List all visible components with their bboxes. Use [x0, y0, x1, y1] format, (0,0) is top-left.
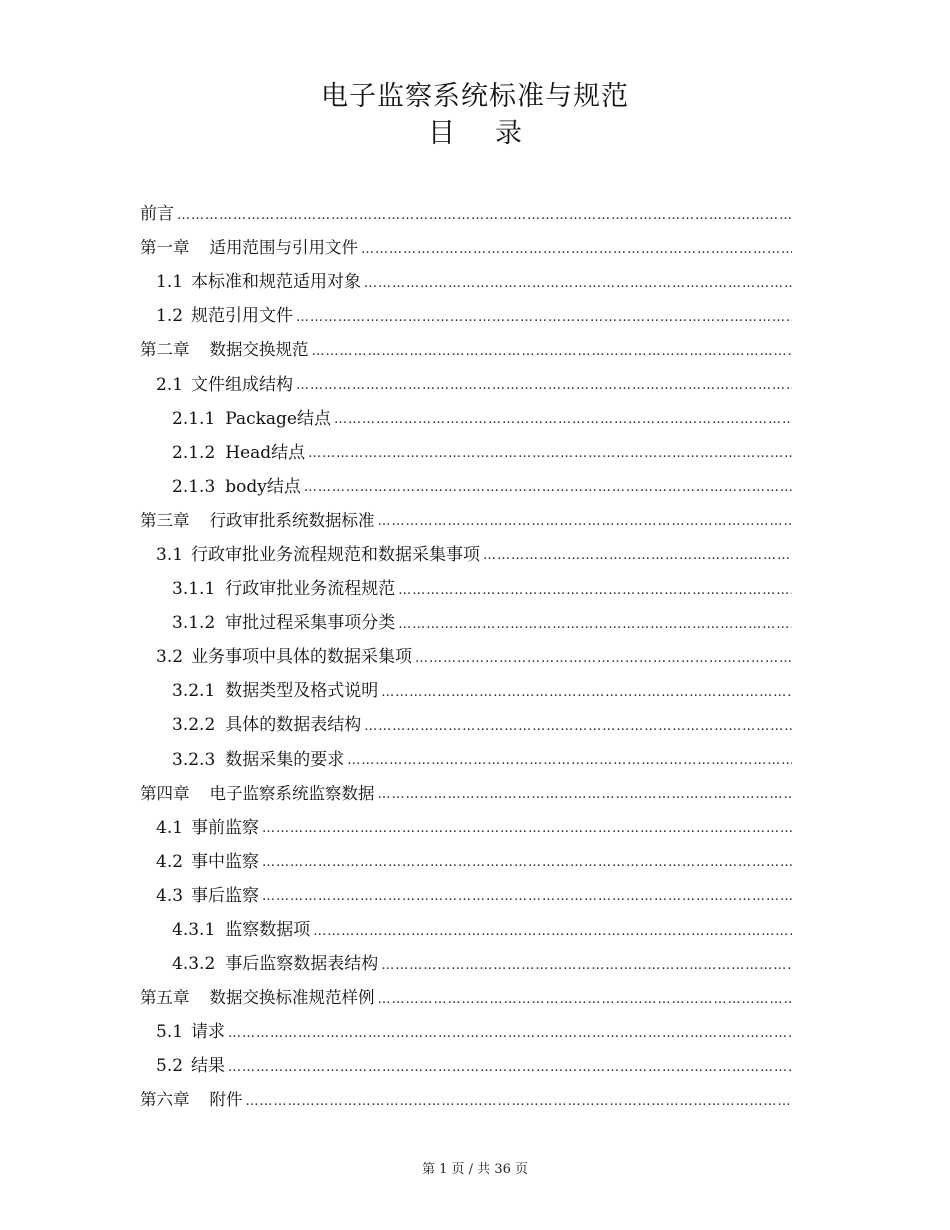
toc-entry[interactable]	[140, 333, 792, 367]
toc-dot-leader	[378, 514, 793, 529]
toc-entry[interactable]	[140, 947, 792, 981]
toc-entry[interactable]	[140, 640, 792, 674]
toc-entry-number: 3.2.2	[172, 715, 216, 736]
toc-dot-leader	[246, 1094, 793, 1109]
toc-entry-number: 4.3.1	[172, 920, 216, 941]
toc-entry-text: 数据类型及格式说明	[225, 681, 379, 702]
toc-entry-title	[140, 988, 375, 1008]
toc-entry-title	[156, 545, 480, 565]
toc-dot-leader	[398, 583, 792, 598]
toc-entry-title	[156, 1022, 225, 1042]
toc-entry-number: 第二章	[140, 340, 190, 360]
toc-entry[interactable]	[140, 879, 792, 913]
toc-entry-number: 3.1.1	[172, 579, 216, 600]
toc-entry-text: 本标准和规范适用对象	[191, 272, 362, 293]
toc-entry-number: 3.2.1	[172, 681, 216, 702]
toc-entry-text: 适用范围与引用文件	[209, 238, 358, 258]
toc-entry-text: Package结点	[225, 408, 331, 429]
toc-entry[interactable]	[140, 470, 792, 504]
toc-entry-title	[172, 409, 331, 429]
toc-entry-number: 第六章	[140, 1090, 190, 1110]
toc-dot-leader	[313, 924, 792, 939]
toc-entry-number: 3.2	[156, 647, 184, 668]
toc-dot-leader	[262, 855, 792, 870]
toc-entry[interactable]	[140, 436, 792, 470]
page-footer: 第 1 页 / 共 36 页	[422, 1162, 528, 1177]
toc-entry-text: 行政审批业务流程规范	[225, 579, 396, 600]
toc-entry-text: 电子监察系统监察数据	[209, 783, 375, 803]
toc-dot-leader	[364, 719, 792, 734]
toc-entry-title	[156, 375, 293, 395]
toc-entry-number: 5.2	[156, 1056, 184, 1077]
toc-dot-leader	[177, 208, 792, 223]
toc-dot-leader	[296, 378, 792, 393]
toc-entry-title	[140, 238, 358, 258]
toc-dot-leader	[378, 992, 793, 1007]
toc-entry[interactable]	[140, 231, 792, 265]
toc-entry-number: 2.1.1	[172, 408, 216, 429]
toc-entry-title	[156, 886, 259, 906]
toc-entry-text: 业务事项中具体的数据采集项	[191, 647, 413, 668]
toc-dot-leader	[378, 787, 793, 802]
toc-dot-leader	[381, 958, 792, 973]
toc-dot-leader	[364, 276, 792, 291]
toc-entry-title	[172, 579, 395, 599]
toc-entry-text: 事后监察数据表结构	[225, 954, 379, 975]
toc-dot-leader	[304, 480, 792, 495]
toc-entry[interactable]	[140, 913, 792, 947]
toc-entry-text: 数据采集的要求	[225, 749, 345, 770]
toc-entry-text: 请求	[191, 1022, 226, 1043]
toc-entry-text: body结点	[225, 476, 301, 497]
toc-entry[interactable]	[140, 1083, 792, 1117]
toc-dot-leader	[381, 685, 792, 700]
toc-entry-text: 审批过程采集事项分类	[225, 613, 396, 634]
toc-dot-leader	[308, 446, 792, 461]
toc-entry[interactable]	[140, 606, 792, 640]
toc-entry[interactable]	[140, 845, 792, 879]
toc-entry-title	[156, 272, 361, 292]
toc-entry-number: 第三章	[140, 510, 190, 530]
toc-dot-leader	[334, 412, 792, 427]
toc-entry-title	[172, 750, 344, 770]
toc-entry-text: 事后监察	[191, 885, 260, 906]
toc-entry-title	[172, 681, 378, 701]
toc-entry-title	[156, 306, 293, 326]
toc-entry-number: 3.1	[156, 544, 184, 565]
toc-entry[interactable]	[140, 674, 792, 708]
toc-heading-char: 目	[428, 118, 455, 149]
toc-entry-title	[140, 340, 309, 360]
toc-entry-text: 前言	[140, 204, 174, 225]
toc-dot-leader	[361, 242, 792, 257]
toc-entry-text: 数据交换标准规范样例	[209, 988, 375, 1008]
toc-entry-number: 3.1.2	[172, 613, 216, 634]
toc-dot-leader	[262, 821, 792, 836]
toc-dot-leader	[312, 344, 793, 359]
toc-dot-leader	[483, 548, 792, 563]
toc-entry[interactable]	[140, 1015, 792, 1049]
toc-entry-title	[172, 613, 395, 633]
toc-entry-text: 行政审批业务流程规范和数据采集事项	[191, 544, 481, 565]
toc-entry-number: 5.1	[156, 1022, 184, 1043]
document-title: 电子监察系统标准与规范	[321, 81, 629, 112]
toc-entry[interactable]	[140, 981, 792, 1015]
toc-entry-number: 1.1	[156, 272, 184, 293]
toc-entry[interactable]	[140, 572, 792, 606]
toc-entry[interactable]	[140, 777, 792, 811]
toc-entry[interactable]	[140, 402, 792, 436]
toc-dot-leader	[398, 617, 792, 632]
table-of-contents	[140, 197, 792, 1118]
toc-entry[interactable]	[140, 811, 792, 845]
toc-entry-text: 附件	[209, 1090, 243, 1110]
toc-entry-number: 4.3	[156, 885, 184, 906]
toc-entry[interactable]	[140, 265, 792, 299]
toc-entry[interactable]	[140, 299, 792, 333]
toc-entry-text: 事中监察	[191, 851, 260, 872]
toc-heading	[0, 117, 950, 151]
toc-entry-text: 数据交换规范	[209, 340, 309, 360]
toc-entry[interactable]	[140, 1049, 792, 1083]
toc-entry[interactable]	[140, 538, 792, 572]
toc-entry[interactable]	[140, 504, 792, 538]
toc-entry-title	[140, 1090, 243, 1110]
toc-entry-number: 第五章	[140, 988, 190, 1008]
toc-dot-leader	[347, 753, 792, 768]
toc-entry-number: 2.1.3	[172, 476, 216, 497]
toc-dot-leader	[228, 1060, 792, 1075]
toc-entry[interactable]	[140, 367, 792, 401]
toc-dot-leader	[262, 889, 792, 904]
toc-entry-title	[172, 443, 305, 463]
toc-entry-text: 结果	[191, 1056, 226, 1077]
toc-entry-title	[156, 818, 259, 838]
toc-entry-text: 行政审批系统数据标准	[209, 510, 375, 530]
toc-entry-text: 事前监察	[191, 817, 260, 838]
toc-entry[interactable]	[140, 708, 792, 742]
toc-entry-number: 2.1	[156, 374, 184, 395]
toc-dot-leader	[296, 310, 792, 325]
toc-entry-title	[156, 647, 412, 667]
toc-entry-text: Head结点	[225, 442, 306, 463]
toc-entry-title	[172, 477, 301, 497]
toc-entry-number: 4.3.2	[172, 954, 216, 975]
toc-entry-text: 监察数据项	[225, 920, 311, 941]
toc-entry-number: 2.1.2	[172, 442, 216, 463]
toc-entry[interactable]	[140, 197, 792, 231]
toc-entry-title	[140, 204, 174, 224]
toc-entry-title	[140, 784, 375, 804]
toc-entry-text: 文件组成结构	[191, 374, 294, 395]
toc-dot-leader	[415, 651, 792, 666]
toc-entry-number: 第一章	[140, 238, 190, 258]
toc-entry-number: 4.1	[156, 817, 184, 838]
toc-entry-number: 4.2	[156, 851, 184, 872]
toc-entry-text: 具体的数据表结构	[225, 715, 362, 736]
toc-entry-number: 3.2.3	[172, 749, 216, 770]
toc-entry-number: 1.2	[156, 306, 184, 327]
toc-entry-title	[156, 1056, 225, 1076]
toc-entry-title	[172, 715, 361, 735]
toc-heading-char: 录	[495, 118, 522, 149]
toc-entry-title	[140, 511, 375, 531]
toc-entry-title	[172, 954, 378, 974]
toc-entry-number: 第四章	[140, 783, 190, 803]
toc-entry[interactable]	[140, 743, 792, 777]
toc-entry-title	[172, 920, 310, 940]
toc-entry-text: 规范引用文件	[191, 306, 294, 327]
toc-entry-title	[156, 852, 259, 872]
toc-dot-leader	[228, 1026, 792, 1041]
